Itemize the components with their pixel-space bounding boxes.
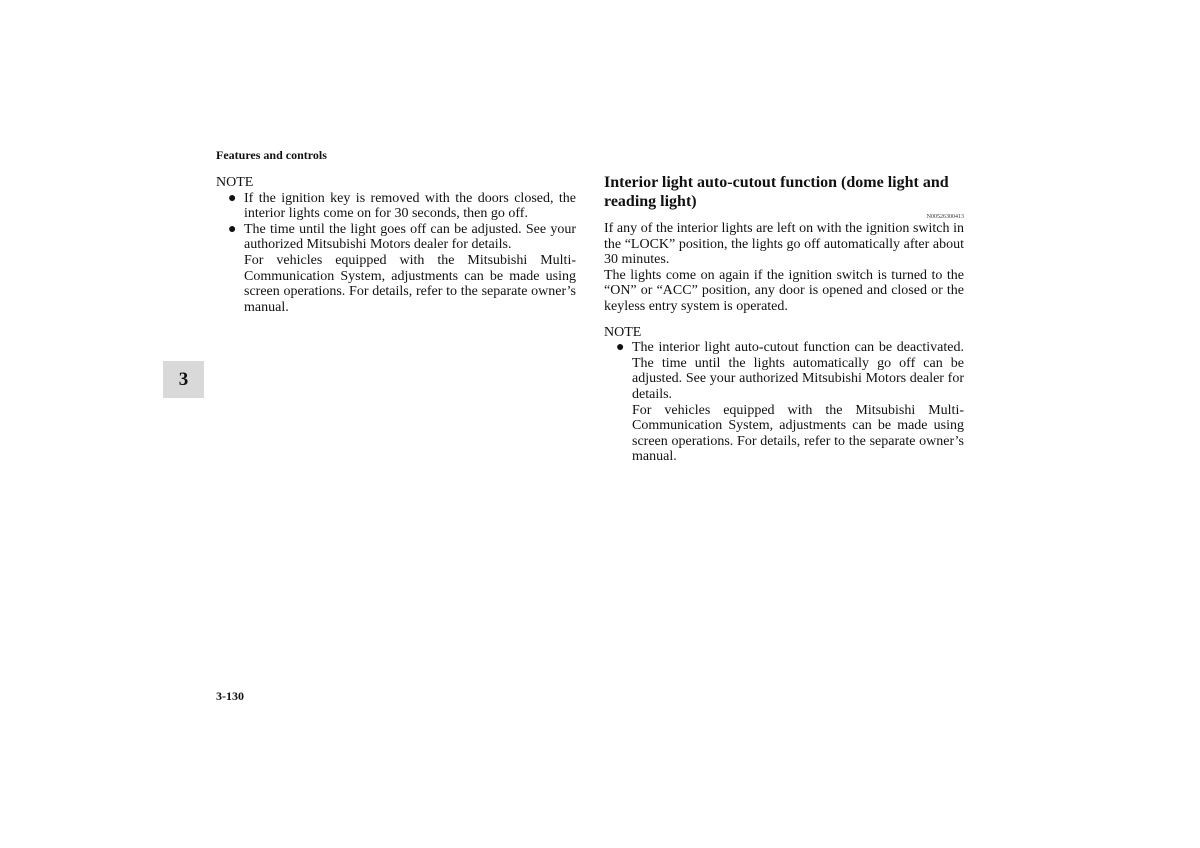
note-label: NOTE bbox=[604, 324, 642, 340]
bullet-text: The interior light auto-cutout function can be deactivated. The time until the lights automatically go off can be adjusted. See your authorized Mitsubishi Motors dealer for details. bbox=[632, 340, 964, 402]
bullet-extra-text: For vehicles equipped with the Mitsubishi Multi-Communication System, adjustments can be made using screen operations. For details, refer to the separate owner’s manual. bbox=[632, 402, 964, 465]
note-bullet-item bbox=[216, 191, 576, 222]
bullet-icon: ● bbox=[616, 340, 625, 356]
right-column bbox=[604, 173, 964, 465]
bullet-icon: ● bbox=[228, 190, 237, 206]
running-header: Features and controls bbox=[216, 148, 327, 162]
body-paragraph: If any of the interior lights are left on with the ignition switch in the “LOCK” position, the lights go off automatically after about 30 minutes. bbox=[604, 221, 964, 268]
chapter-tab bbox=[163, 361, 204, 398]
bullet-text: The time until the light goes off can be adjusted. See your authorized Mitsubishi Motors dealer for details. bbox=[244, 221, 576, 253]
chapter-number: 3 bbox=[178, 368, 189, 390]
bullet-icon: ● bbox=[228, 221, 237, 237]
body-paragraph: The lights come on again if the ignition switch is turned to the “ON” or “ACC” position, any door is opened and closed or the keyless entry system is operated. bbox=[604, 267, 964, 314]
left-column bbox=[216, 175, 576, 315]
section-title: Interior light auto-cutout function (dome light and reading light) bbox=[604, 174, 949, 210]
note-label: NOTE bbox=[216, 175, 254, 190]
page-number: 3-130 bbox=[216, 689, 244, 703]
note-bullet-item bbox=[604, 340, 964, 465]
bullet-extra-text: For vehicles equipped with the Mitsubishi Multi-Communication System, adjustments can be made using screen operations. For details, refer to the separate owner’s manual. bbox=[244, 252, 576, 315]
note-bullet-item bbox=[216, 222, 576, 316]
reference-code: N00526300413 bbox=[926, 214, 964, 220]
bullet-text: If the ignition key is removed with the doors closed, the interior lights come on for 30 seconds, then go off. bbox=[244, 190, 576, 222]
